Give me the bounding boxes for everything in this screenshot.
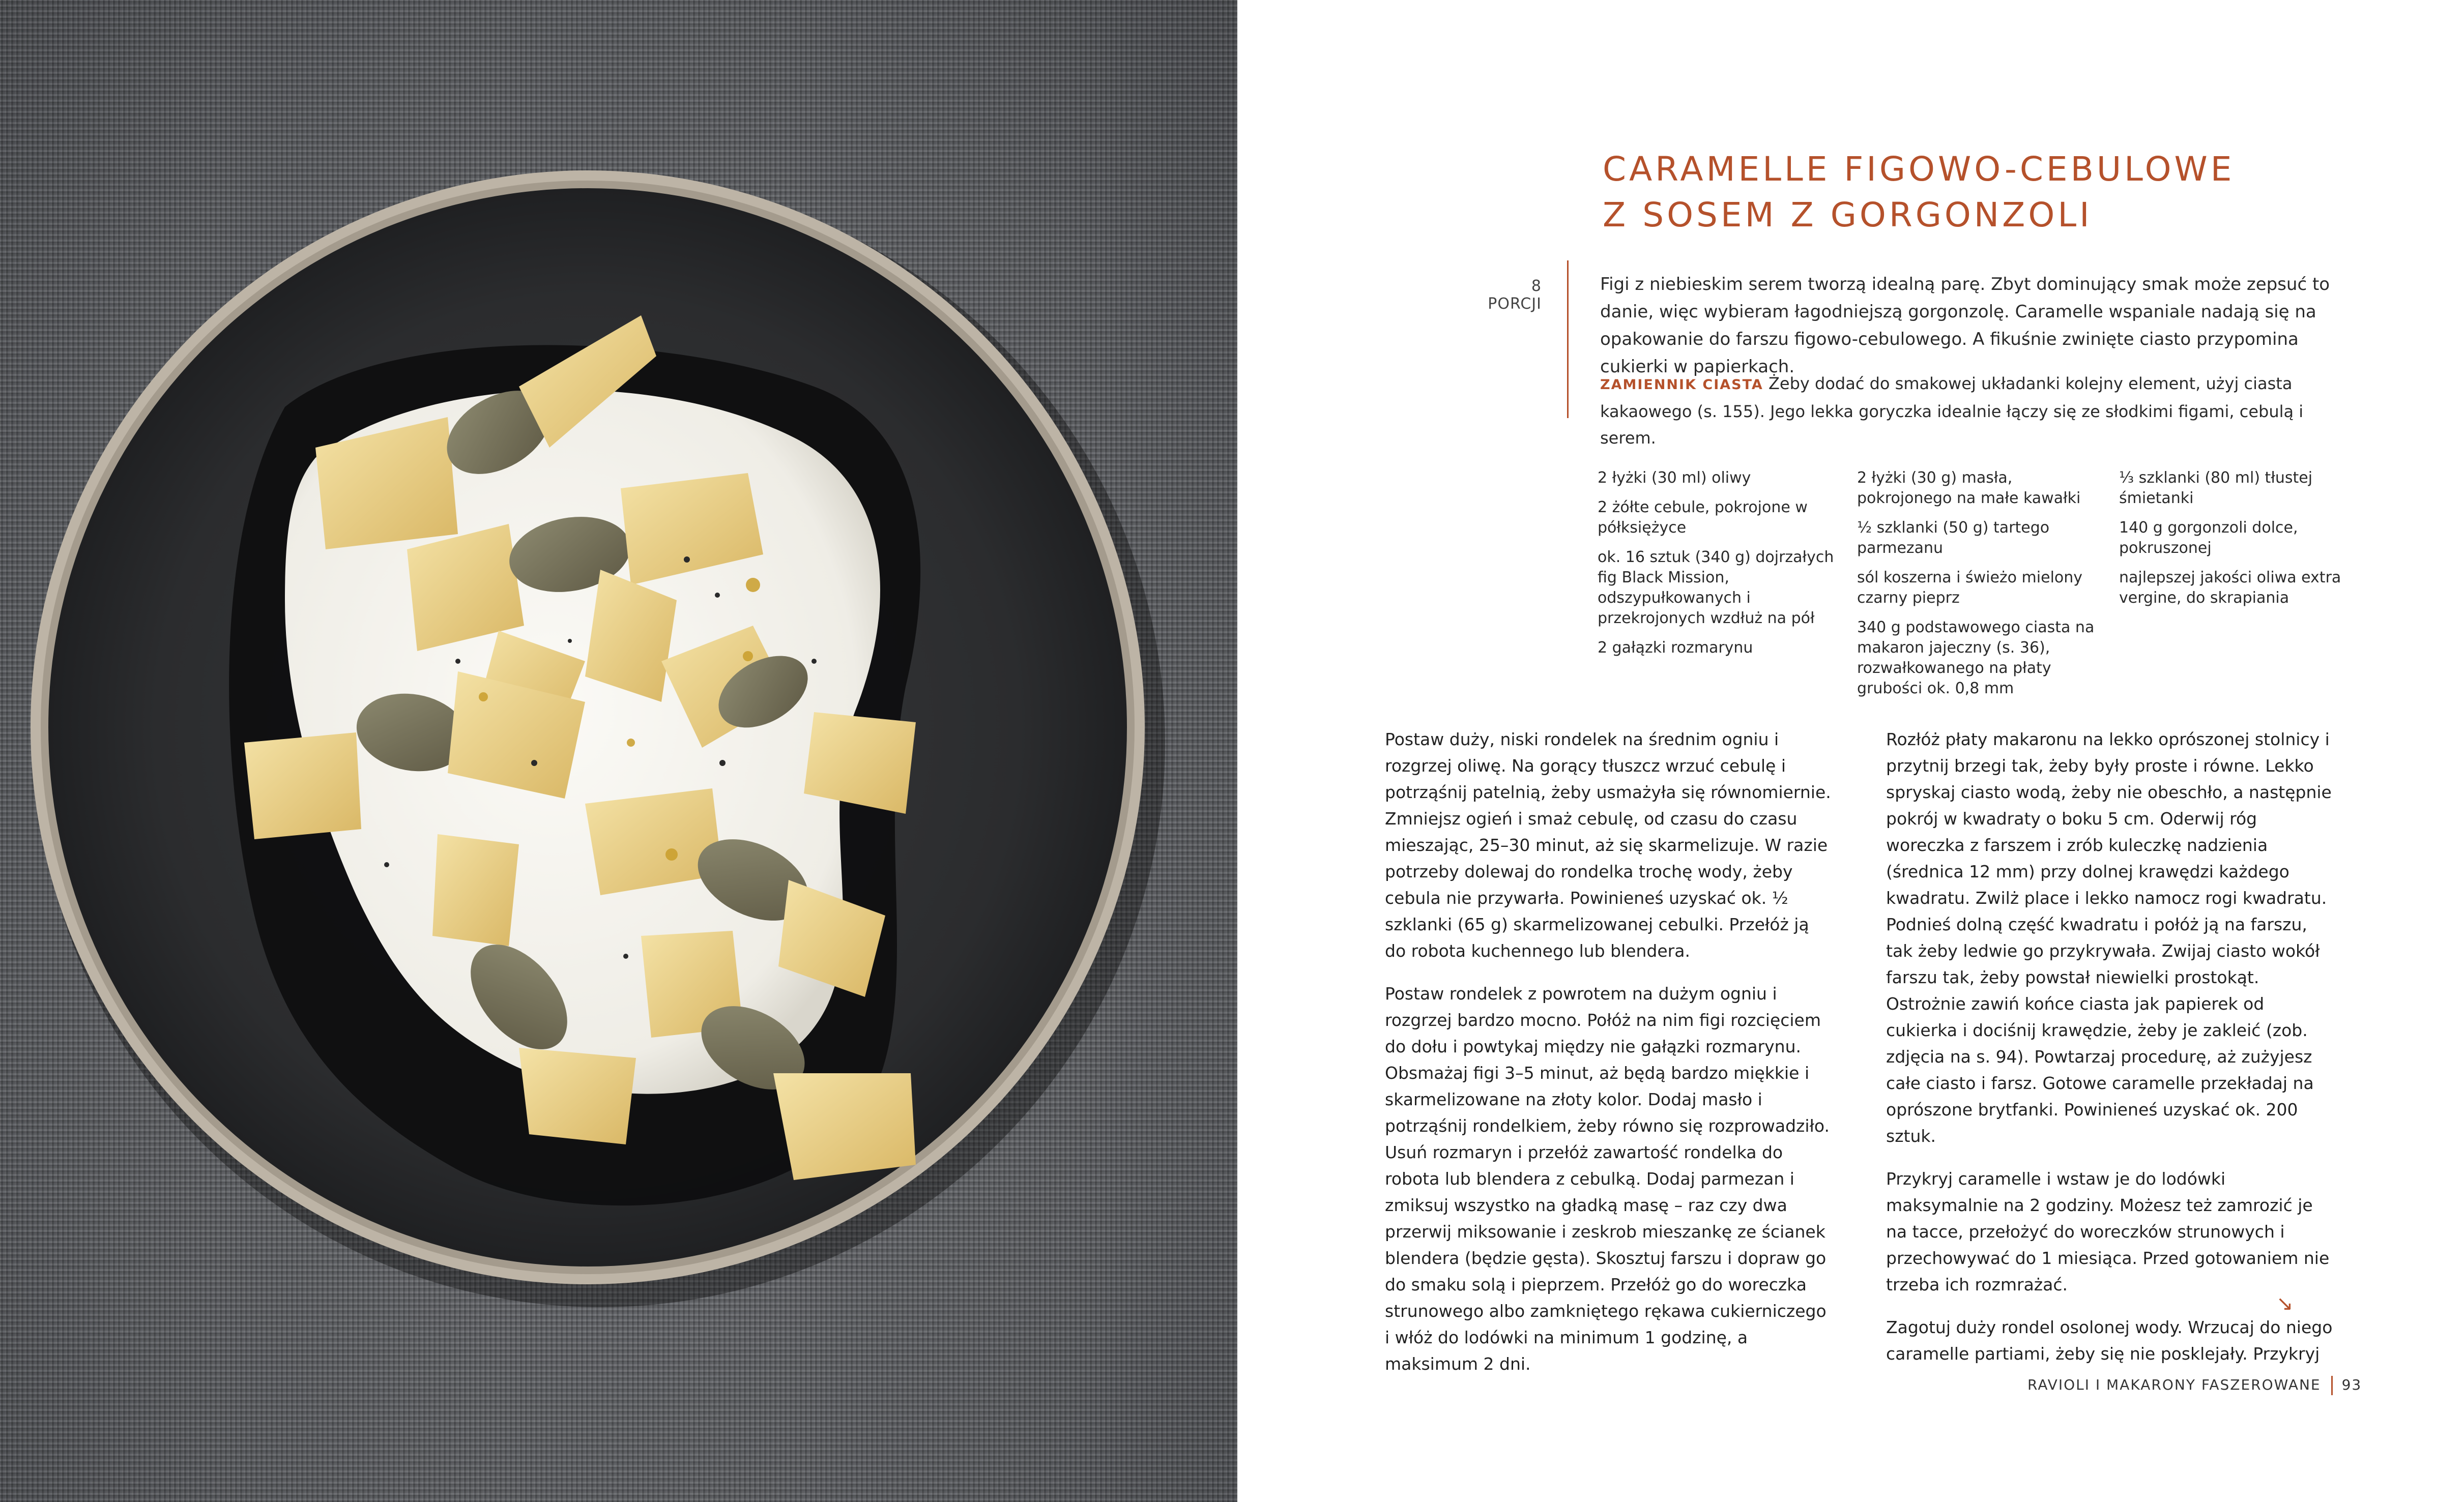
method-column-right — [1886, 726, 2334, 1383]
tip-text: Żeby dodać do smakowej układanki kolejny element, użyj ciasta kakaowego (s. 155). Jego lekka goryczka idealnie łączy się ze słodkimi figami, cebulą i serem. — [1600, 374, 2304, 448]
ingredient: najlepszej jakości oliwa extra vergine, do skrapiania — [2119, 569, 2341, 607]
method-step: Postaw duży, niski rondelek na średnim ogniu i rozgrzej oliwę. Na gorący tłuszcz wrzuć cebulę i potrząśnij patelnią, żeby usmażyła się równomiernie. Zmniejsz ogień i smaż cebulę, od czasu do czasu mieszając, 25–30 minut, aż się skarmelizuje. W razie potrzeby dolewaj do rondelka trochę wody, żeby cebula nie przywarła. Powinieneś uzyskać ok. ½ szklanki (65 g) skarmelizowanej cebulki. Przełóż ją do robota kuchennego lub blendera. — [1385, 729, 1831, 961]
method-step: Przykryj caramelle i wstaw je do lodówki maksymalnie na 2 godziny. Możesz też zamrozić je na tacce, przełożyć do woreczków strunowych i przechowywać do 1 miesiąca. Przed gotowaniem nie trzeba ich rozmrażać. — [1886, 1169, 2330, 1294]
ingredients-column-1 — [1598, 468, 1837, 667]
servings: 8 PORCJI — [1488, 277, 1542, 313]
footer-divider — [2331, 1376, 2333, 1395]
ingredient: 2 łyżki (30 g) masła, pokrojonego na małe kawałki — [1857, 469, 2081, 507]
ingredients-column-3 — [2119, 468, 2358, 617]
ingredient: sól koszerna i świeżo mielony czarny pieprz — [1857, 569, 2083, 607]
ingredient: 2 żółte cebule, pokrojone w półksiężyce — [1598, 498, 1808, 537]
ingredient: ok. 16 sztuk (340 g) dojrzałych fig Black Mission, odszypułkowanych i przekrojonych wzdłuż na pół — [1598, 548, 1834, 627]
method-step: Postaw rondelek z powrotem na dużym ogniu i rozgrzej bardzo mocno. Połóż na nim figi rozcięciem do dołu i powtykaj między nie gałązki rozmarynu. Obsmażaj figi 3–5 minut, aż będą bardzo miękkie i skarmelizowane na złoty kolor. Dodaj masło i potrząśnij rondelkiem, żeby równo się rozprowadziło. Usuń rozmaryn i przełóż zawartość rondelka do robota lub blendera z cebulką. Dodaj parmezan i zmiksuj wszystko na gładką masę – raz czy dwa przerwij miksowanie i zeskrob mieszankę ze ścianek blendera (będzie gęsta). Skosztuj farszu i dopraw go do smaku solą i pieprzem. Przełóż go do woreczka strunowego albo zamkniętego rękawa cukierniczego i włóż do lodówki na minimum 1 godzinę, a maksimum 2 dni. — [1385, 984, 1830, 1374]
tip-label: ZAMIENNIK CIASTA — [1600, 377, 1763, 393]
ingredient: 2 gałązki rozmarynu — [1598, 639, 1753, 657]
recipe-intro: Figi z niebieskim serem tworzą idealną parę. Zbyt dominujący smak może zepsuć to danie, więc wybieram łagodniejszą gorgonzolę. Caramelle wspaniale nadają się na opakowanie do farszu figowo-cebulowego. A fikuśnie zwinięte ciasto przypomina cukierki w papierkach. — [1600, 274, 2330, 377]
method-column-left — [1385, 726, 1833, 1394]
page-footer — [2027, 1376, 2362, 1395]
ingredients-column-2 — [1857, 468, 2096, 708]
recipe-title-line2: Z SOSEM Z GORGONZOLI — [1603, 195, 2093, 234]
ingredient: 140 g gorgonzoli dolce, pokruszonej — [2119, 519, 2298, 557]
recipe-title-line1: CARAMELLE FIGOWO-CEBULOWE — [1603, 150, 2235, 189]
ingredient: 2 łyżki (30 ml) oliwy — [1598, 469, 1751, 487]
recipe-title — [1603, 146, 2235, 238]
section-name: RAVIOLI I MAKARONY FASZEROWANE — [2027, 1376, 2321, 1393]
method-step: Rozłóż płaty makaronu na lekko oprószonej stolnicy i przytnij brzegi tak, żeby były proste i równe. Lekko spryskaj ciasto wodą, żeby nie obeschło, a następnie pokrój w kwadraty o boku 5 cm. Oderwij róg woreczka z farszem i zrób kuleczkę nadzienia (średnica 12 mm) przy dolnej krawędzi każdego kwadratu. Zwilż place i lekko namocz rogi kwadratu. Podnieś dolną część kwadratu i połóż ją na farszu, tak żeby ledwie go przykrywała. Zwijaj ciasto wokół farszu tak, żeby powstał niewielki prostokąt. Ostrożnie zawiń końce ciasta jak papierek od cukierka i dociśnij krawędzie, żeby je zakleić (zob. zdjęcia na s. 94). Powtarzaj procedurę, aż zużyjesz całe ciasto i farsz. Gotowe caramelle przekładaj na oprószone brytfanki. Powinieneś uzyskać ok. 200 sztuk. — [1886, 729, 2332, 1146]
continue-arrow-icon: ↘ — [2276, 1292, 2294, 1315]
ingredient: ½ szklanki (50 g) tartego parmezanu — [1857, 519, 2050, 557]
accent-divider — [1567, 260, 1569, 418]
page-number: 93 — [2341, 1376, 2362, 1393]
method-step: Zagotuj duży rondel osolonej wody. Wrzucaj do niego caramelle partiami, żeby się nie posklejały. Przykryj — [1886, 1317, 2333, 1364]
ingredient: 340 g podstawowego ciasta na makaron jajeczny (s. 36), rozwałkowanego na płaty grubości ok. 0,8 mm — [1857, 619, 2095, 697]
ingredient: ⅓ szklanki (80 ml) tłustej śmietanki — [2119, 469, 2313, 507]
dough-substitute-tip — [1600, 370, 2333, 451]
